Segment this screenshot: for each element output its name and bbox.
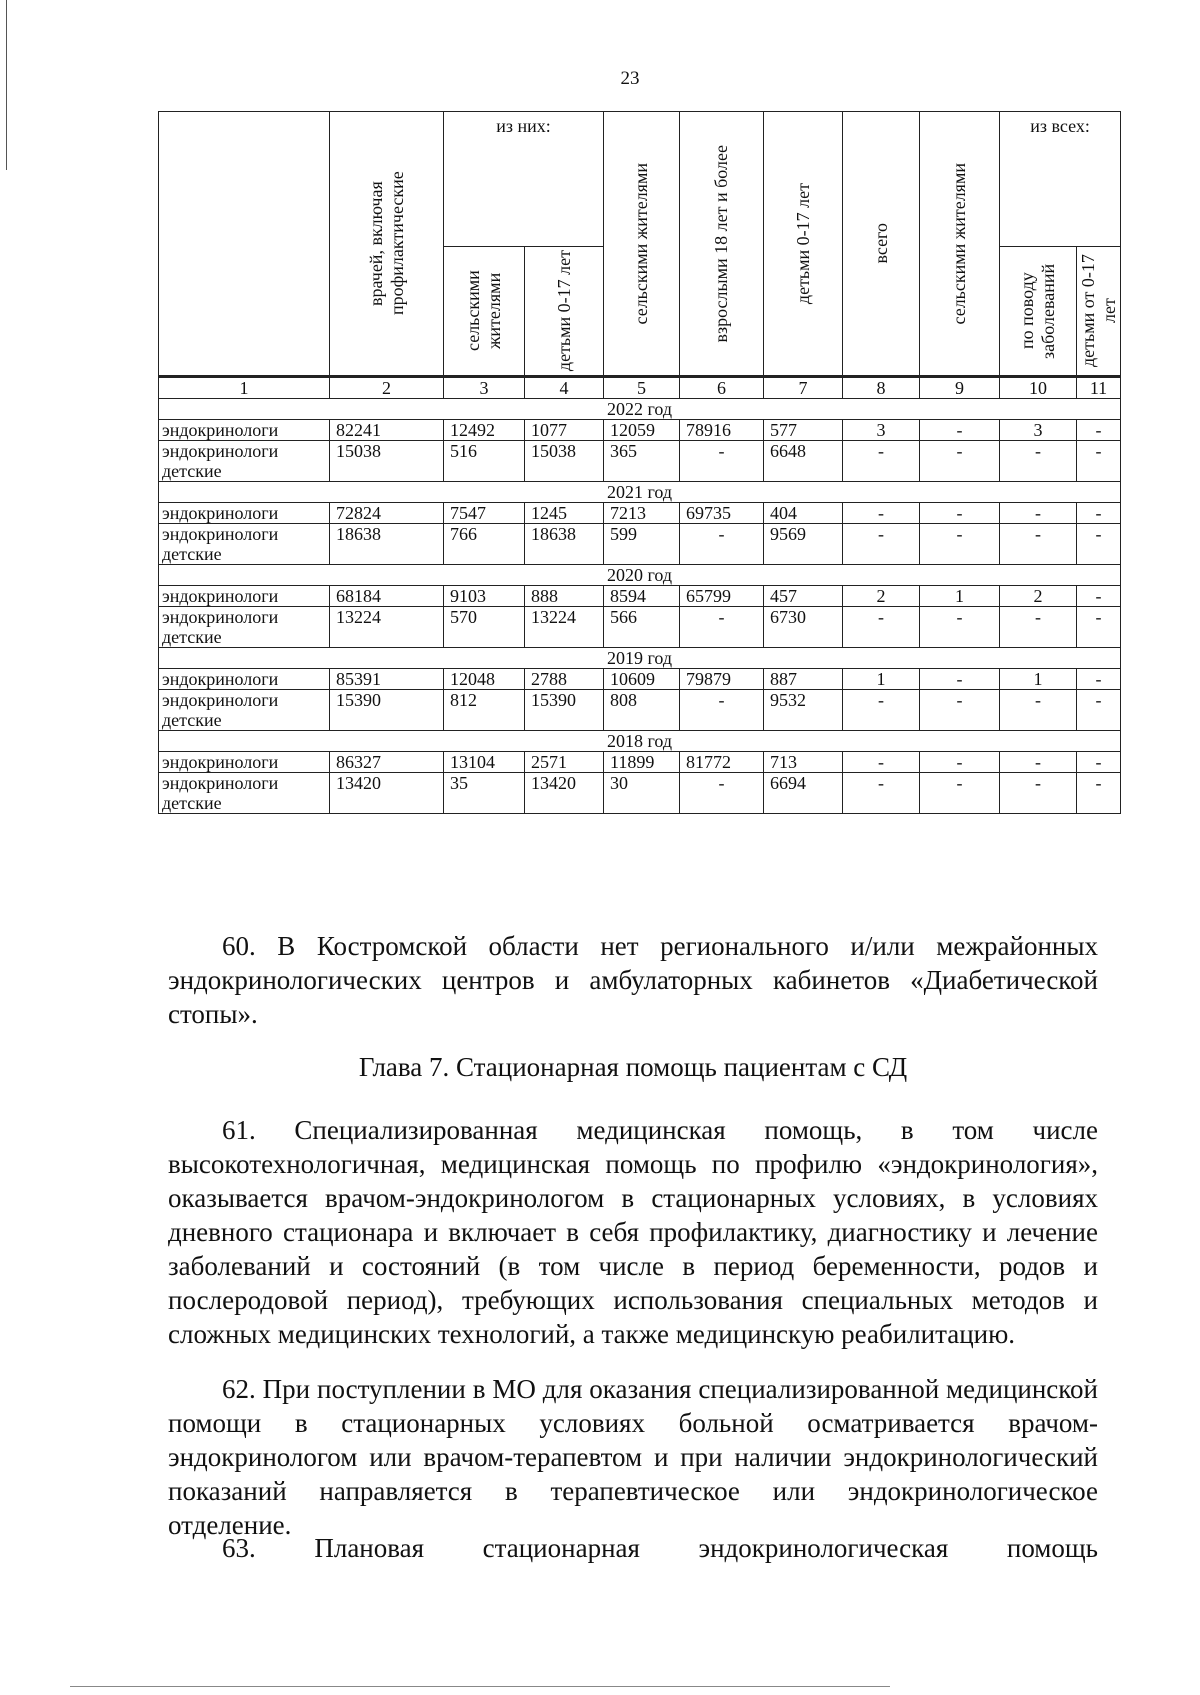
table-cell: 9103	[444, 586, 525, 607]
chapter-title: Глава 7. Стационарная помощь пациентам с СД	[358, 1052, 908, 1082]
table-cell: -	[843, 690, 920, 731]
table-cell: 85391	[330, 669, 444, 690]
table-cell: -	[680, 441, 764, 482]
table-cell: -	[680, 773, 764, 814]
column-number: 10	[1000, 377, 1077, 399]
table-cell: 1	[920, 586, 1000, 607]
table-row	[159, 669, 1121, 690]
table-cell: 12048	[444, 669, 525, 690]
table-row	[159, 503, 1121, 524]
table-cell: -	[1077, 524, 1121, 565]
table-cell: 13224	[330, 607, 444, 648]
column-number: 3	[444, 377, 525, 399]
table-cell: 15390	[525, 690, 604, 731]
year-row	[159, 648, 1121, 669]
table-cell: -	[680, 690, 764, 731]
table-cell: -	[843, 607, 920, 648]
table-cell: 9569	[764, 524, 843, 565]
table-cell: 18638	[525, 524, 604, 565]
table-cell: 81772	[680, 752, 764, 773]
row-label: эндокринологи	[159, 586, 330, 607]
table-cell: 13420	[330, 773, 444, 814]
table-cell: -	[920, 752, 1000, 773]
table-cell: 887	[764, 669, 843, 690]
table-cell: 72824	[330, 503, 444, 524]
table-cell: 766	[444, 524, 525, 565]
column-number: 6	[680, 377, 764, 399]
row-label: эндокринологи детские	[159, 524, 330, 565]
table-cell: -	[1000, 503, 1077, 524]
header-c6: взрослыми 18 лет и более	[680, 112, 764, 377]
table-cell: 15038	[330, 441, 444, 482]
header-c7: детьми 0-17 лет	[764, 112, 843, 377]
table-cell: -	[1077, 586, 1121, 607]
table-cell: -	[843, 752, 920, 773]
table-cell: -	[920, 669, 1000, 690]
table-cell: 2	[843, 586, 920, 607]
header-c9: сельскими жителями	[920, 112, 1000, 377]
table-cell: 65799	[680, 586, 764, 607]
table-cell: 888	[525, 586, 604, 607]
table-cell: 10609	[604, 669, 680, 690]
table-cell: 365	[604, 441, 680, 482]
table-cell: -	[920, 524, 1000, 565]
table-cell: 13420	[525, 773, 604, 814]
year-row	[159, 399, 1121, 420]
table-cell: 516	[444, 441, 525, 482]
table-cell: 404	[764, 503, 843, 524]
table-cell: -	[1000, 441, 1077, 482]
header-c5: сельскими жителями	[604, 112, 680, 377]
table-cell: 8594	[604, 586, 680, 607]
table-row	[159, 441, 1121, 482]
table-cell: 6648	[764, 441, 843, 482]
table-cell: 7213	[604, 503, 680, 524]
year-label: 2021 год	[159, 482, 1121, 503]
paragraph-63: 63. Плановая стационарная эндокринологическая помощь	[222, 1533, 1098, 1563]
table-cell: 9532	[764, 690, 843, 731]
table-cell: 13104	[444, 752, 525, 773]
table-cell: 1077	[525, 420, 604, 441]
table-cell: -	[1077, 503, 1121, 524]
table-cell: -	[843, 773, 920, 814]
table-cell: 812	[444, 690, 525, 731]
table-cell: 86327	[330, 752, 444, 773]
row-label: эндокринологи	[159, 420, 330, 441]
header-group-of-all: из всех:	[1000, 112, 1121, 247]
table-cell: 68184	[330, 586, 444, 607]
table-row	[159, 607, 1121, 648]
table-cell: 2571	[525, 752, 604, 773]
table-cell: -	[1077, 607, 1121, 648]
table-cell: 30	[604, 773, 680, 814]
header-c10: по поводу заболеваний	[1000, 247, 1077, 377]
column-number: 2	[330, 377, 444, 399]
column-number: 11	[1077, 377, 1121, 399]
year-row	[159, 482, 1121, 503]
year-label: 2018 год	[159, 731, 1121, 752]
header-c11: детьми от 0-17 лет	[1077, 247, 1121, 377]
table-cell: -	[920, 773, 1000, 814]
table-cell: -	[1000, 752, 1077, 773]
column-number: 9	[920, 377, 1000, 399]
table-cell: 35	[444, 773, 525, 814]
table-cell: -	[920, 503, 1000, 524]
table-row	[159, 586, 1121, 607]
table-cell: 13224	[525, 607, 604, 648]
table-cell: 6694	[764, 773, 843, 814]
table-cell: 713	[764, 752, 843, 773]
table-cell: -	[1077, 420, 1121, 441]
table-cell: -	[1000, 607, 1077, 648]
table-cell: 3	[843, 420, 920, 441]
table-cell: 599	[604, 524, 680, 565]
table-cell: -	[1077, 441, 1121, 482]
table-row	[159, 752, 1121, 773]
table-cell: 577	[764, 420, 843, 441]
row-label: эндокринологи детские	[159, 607, 330, 648]
table-cell: 1	[843, 669, 920, 690]
table-cell: 78916	[680, 420, 764, 441]
table-cell: 15038	[525, 441, 604, 482]
header-c3: сельскими жителями	[444, 247, 525, 377]
row-label: эндокринологи	[159, 503, 330, 524]
table-cell: -	[843, 524, 920, 565]
table-cell: -	[920, 420, 1000, 441]
year-row	[159, 731, 1121, 752]
table-cell: -	[680, 524, 764, 565]
year-label: 2020 год	[159, 565, 1121, 586]
endocrinologists-table	[158, 111, 1121, 814]
table-cell: 566	[604, 607, 680, 648]
year-label: 2019 год	[159, 648, 1121, 669]
table-cell: 2	[1000, 586, 1077, 607]
table-cell: 11899	[604, 752, 680, 773]
row-label: эндокринологи детские	[159, 773, 330, 814]
table-cell: 12059	[604, 420, 680, 441]
table-row	[159, 420, 1121, 441]
row-label: эндокринологи детские	[159, 441, 330, 482]
column-number: 7	[764, 377, 843, 399]
table-cell: 3	[1000, 420, 1077, 441]
table-cell: -	[1000, 773, 1077, 814]
table-cell: 570	[444, 607, 525, 648]
table-row	[159, 773, 1121, 814]
column-number: 5	[604, 377, 680, 399]
row-label: эндокринологи детские	[159, 690, 330, 731]
row-label: эндокринологи	[159, 669, 330, 690]
table-cell: -	[920, 607, 1000, 648]
column-number: 4	[525, 377, 604, 399]
table-cell: -	[680, 607, 764, 648]
table-cell: -	[920, 690, 1000, 731]
column-number: 8	[843, 377, 920, 399]
table-cell: 12492	[444, 420, 525, 441]
column-numbers-row	[159, 377, 1121, 399]
table-cell: 7547	[444, 503, 525, 524]
table-cell: -	[843, 503, 920, 524]
header-c8: всего	[843, 112, 920, 377]
table-cell: 457	[764, 586, 843, 607]
table-cell: 2788	[525, 669, 604, 690]
table-cell: -	[1077, 773, 1121, 814]
table-cell: 79879	[680, 669, 764, 690]
table-cell: 15390	[330, 690, 444, 731]
year-row	[159, 565, 1121, 586]
page-bottom-line	[70, 1686, 890, 1687]
year-label: 2022 год	[159, 399, 1121, 420]
header-blank-cell	[159, 112, 330, 377]
table-cell: 82241	[330, 420, 444, 441]
table-cell: 1	[1000, 669, 1077, 690]
page-number: 23	[620, 68, 640, 89]
table-cell: 69735	[680, 503, 764, 524]
table-cell: -	[920, 441, 1000, 482]
table-cell: 808	[604, 690, 680, 731]
header-c4: детьми 0-17 лет	[525, 247, 604, 377]
paragraph-61: 61. Специализированная медицинская помощь, в том числе высокотехнологичная, медицинская помощь по профилю «эндокринология», оказывается врачом-эндокринологом в стационарных условиях, в условиях дневного стационара и включает в себя профилактику, диагностику и лечение заболеваний и состояний (в том числе в период беременности, родов и послеродовой период), требующих использования специальных методов и сложных медицинских технологий, а также медицинскую реабилитацию.	[168, 1115, 1098, 1349]
table-row	[159, 690, 1121, 731]
table-cell: -	[1077, 752, 1121, 773]
table-cell: -	[843, 441, 920, 482]
header-c2: врачей, включая профилактические	[330, 112, 444, 377]
table-cell: 18638	[330, 524, 444, 565]
table-cell: -	[1000, 524, 1077, 565]
row-label: эндокринологи	[159, 752, 330, 773]
table-row	[159, 524, 1121, 565]
table-cell: 6730	[764, 607, 843, 648]
table-cell: -	[1000, 690, 1077, 731]
table-cell: 1245	[525, 503, 604, 524]
table-cell: -	[1077, 690, 1121, 731]
header-group-from-them: из них:	[444, 112, 604, 247]
table-cell: -	[1077, 669, 1121, 690]
paragraph-62: 62. При поступлении в МО для оказания специализированной медицинской помощи в стационарных условиях больной осматривается врачом-эндокринологом или врачом-терапевтом и при наличии эндокринологический показаний направляется в терапевтическое или эндокринологическое отделение.	[168, 1374, 1098, 1540]
column-number: 1	[159, 377, 330, 399]
paragraph-60: 60. В Костромской области нет регионального и/или межрайонных эндокринологических центров и амбулаторных кабинетов «Диабетической стопы».	[168, 931, 1098, 1029]
